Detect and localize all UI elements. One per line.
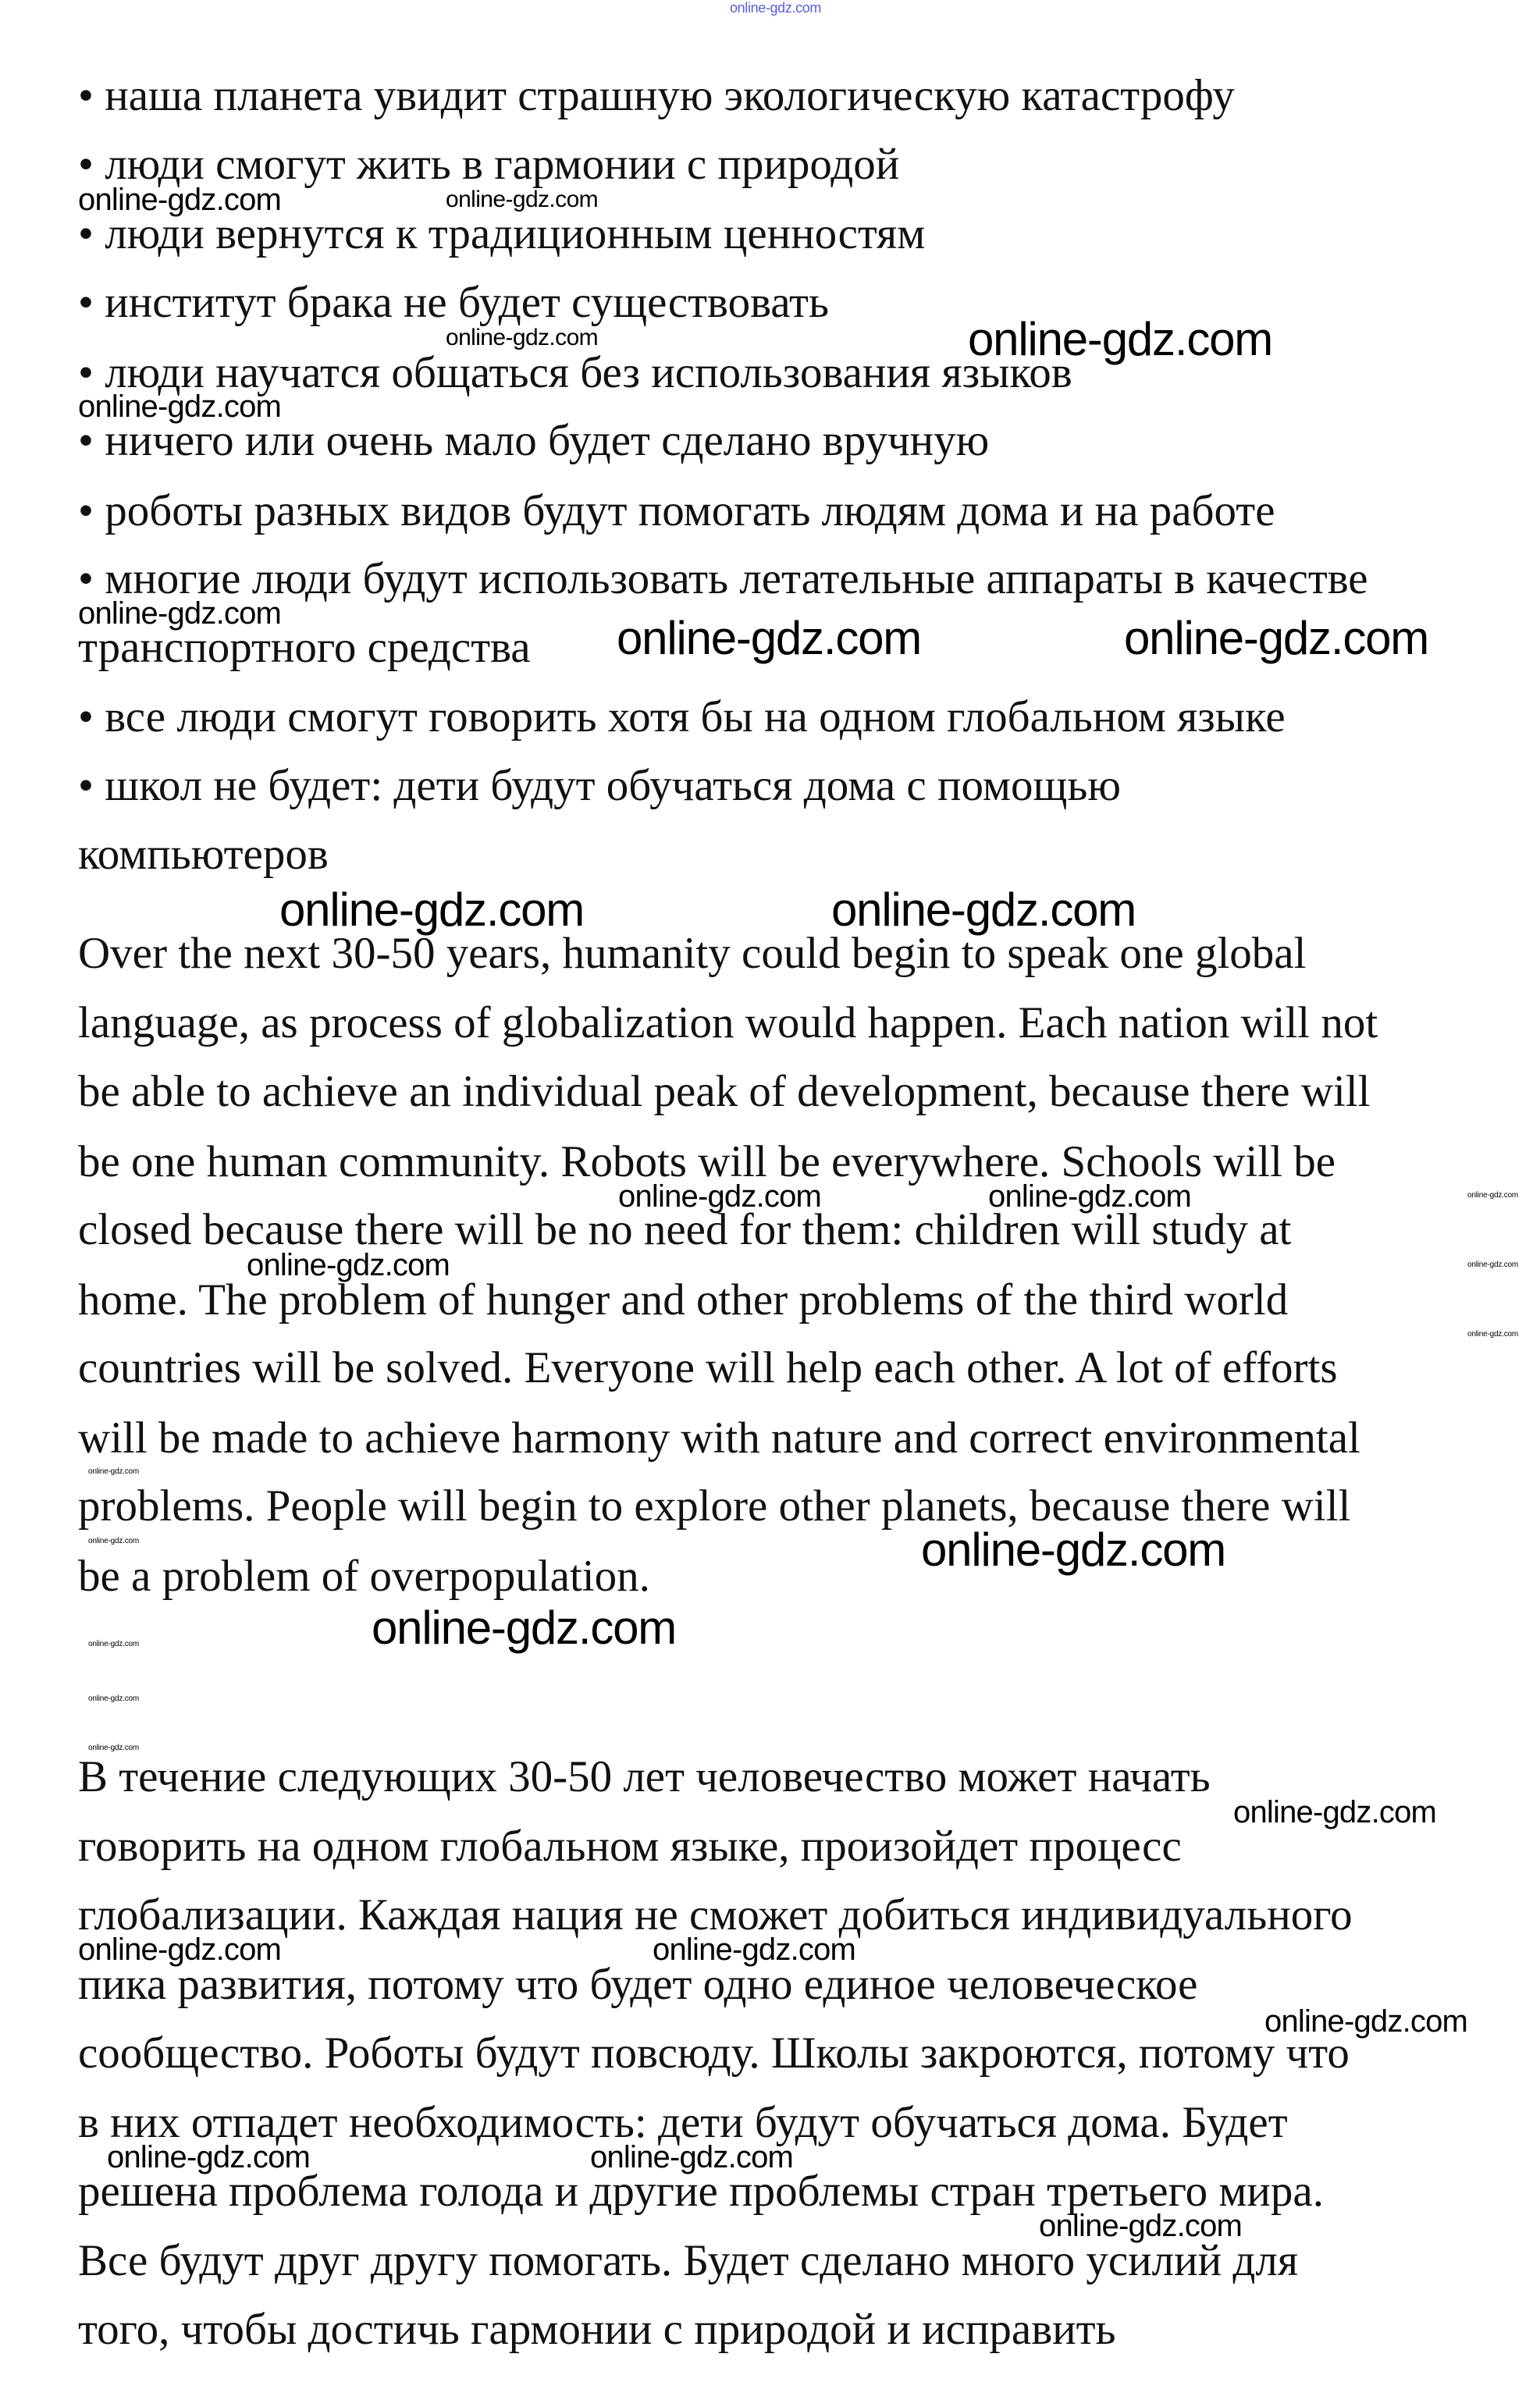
watermark: online-gdz.com (617, 612, 922, 664)
watermark: online-gdz.com (78, 1932, 282, 1967)
watermark: online-gdz.com (78, 389, 282, 424)
watermark: online-gdz.com (446, 187, 599, 212)
bullet-line: • все люди смогут говорить хотя бы на одном глобальном языке (78, 692, 1286, 741)
watermark: online-gdz.com (1467, 1260, 1519, 1269)
watermark: online-gdz.com (831, 884, 1136, 936)
watermark: online-gdz.com (88, 1694, 140, 1703)
bullet-line: • школ не будет: дети будут обучаться дома с помощью (78, 761, 1121, 810)
watermark: online-gdz.com (988, 1179, 1192, 1214)
watermark: online-gdz.com (1467, 1330, 1519, 1339)
english-paragraph-line: problems. People will begin to explore other planets, because there will (78, 1481, 1351, 1531)
watermark: online-gdz.com (1264, 2004, 1468, 2039)
watermark: online-gdz.com (88, 1537, 140, 1545)
bullet-line: • многие люди будут использовать летательные аппараты в качестве (78, 554, 1368, 603)
russian-paragraph-line: Все будут друг другу помогать. Будет сделано много усилий для (78, 2236, 1299, 2285)
english-paragraph-line: be able to achieve an individual peak of development, because there will (78, 1067, 1371, 1116)
watermark: online-gdz.com (1467, 1191, 1519, 1200)
english-paragraph-line: closed because there will be no need for them: children will study at (78, 1205, 1292, 1254)
bullet-line: • люди вернутся к традиционным ценностям (78, 209, 926, 258)
watermark: online-gdz.com (1233, 1795, 1437, 1829)
bullet-line: компьютеров (78, 830, 329, 879)
watermark: online-gdz.com (372, 1602, 677, 1654)
english-paragraph-line: be a problem of overpopulation. (78, 1552, 650, 1601)
russian-paragraph-line: сообщество. Роботы будут повсюду. Школы закроются, потому что (78, 2028, 1350, 2078)
english-paragraph-line: language, as process of globalization would happen. Each nation will not (78, 998, 1378, 1047)
watermark: online-gdz.com (88, 1744, 140, 1752)
english-paragraph-line: Over the next 30-50 years, humanity could begin to speak one global (78, 929, 1307, 978)
english-paragraph-line: will be made to achieve harmony with nature and correct environmental (78, 1413, 1360, 1463)
watermark: online-gdz.com (279, 884, 585, 936)
watermark: online-gdz.com (446, 325, 599, 350)
bullet-line: • люди смогут жить в гармонии с природой (78, 140, 900, 189)
russian-paragraph-line: В течение следующих 30-50 лет человечество может начать (78, 1752, 1211, 1801)
bullet-line: • роботы разных видов будут помогать людям дома и на работе (78, 486, 1275, 535)
watermark: online-gdz.com (88, 1467, 140, 1476)
english-paragraph-line: home. The problem of hunger and other problems of the third world (78, 1275, 1289, 1324)
watermark: online-gdz.com (247, 1248, 450, 1282)
watermark: online-gdz.com (921, 1524, 1226, 1576)
watermark: online-gdz.com (618, 1179, 822, 1214)
bullet-line: транспортного средства (78, 623, 531, 672)
watermark: online-gdz.com (1039, 2209, 1243, 2243)
russian-paragraph-line: решена проблема голода и другие проблемы стран третьего мира. (78, 2167, 1324, 2216)
russian-paragraph-line: того, чтобы достичь гармонии с природой и исправить (78, 2305, 1116, 2354)
watermark: online-gdz.com (968, 313, 1273, 365)
watermark: online-gdz.com (78, 183, 282, 217)
watermark: online-gdz.com (1124, 612, 1429, 664)
watermark: online-gdz.com (88, 1640, 140, 1648)
watermark: online-gdz.com (730, 0, 822, 16)
bullet-line: • ничего или очень мало будет сделано вручную (78, 416, 990, 465)
english-paragraph-line: countries will be solved. Everyone will help each other. A lot of efforts (78, 1343, 1338, 1392)
russian-paragraph-line: говорить на одном глобальном языке, произойдет процесс (78, 1822, 1182, 1871)
russian-paragraph-line: пика развития, потому что будет одно единое человеческое (78, 1960, 1198, 2009)
russian-paragraph-line: в них отпадет необходимость: дети будут обучаться дома. Будет (78, 2098, 1288, 2147)
watermark: online-gdz.com (590, 2140, 794, 2174)
english-paragraph-line: be one human community. Robots will be everywhere. Schools will be (78, 1137, 1336, 1186)
bullet-line: • институт брака не будет существовать (78, 278, 829, 327)
russian-paragraph-line: глобализации. Каждая нация не сможет добиться индивидуального (78, 1890, 1353, 1940)
bullet-line: • люди научатся общаться без использования языков (78, 348, 1072, 397)
watermark: online-gdz.com (653, 1932, 856, 1967)
bullet-line: • наша планета увидит страшную экологическую катастрофу (78, 71, 1235, 120)
watermark: online-gdz.com (78, 596, 282, 631)
watermark: online-gdz.com (107, 2140, 311, 2174)
